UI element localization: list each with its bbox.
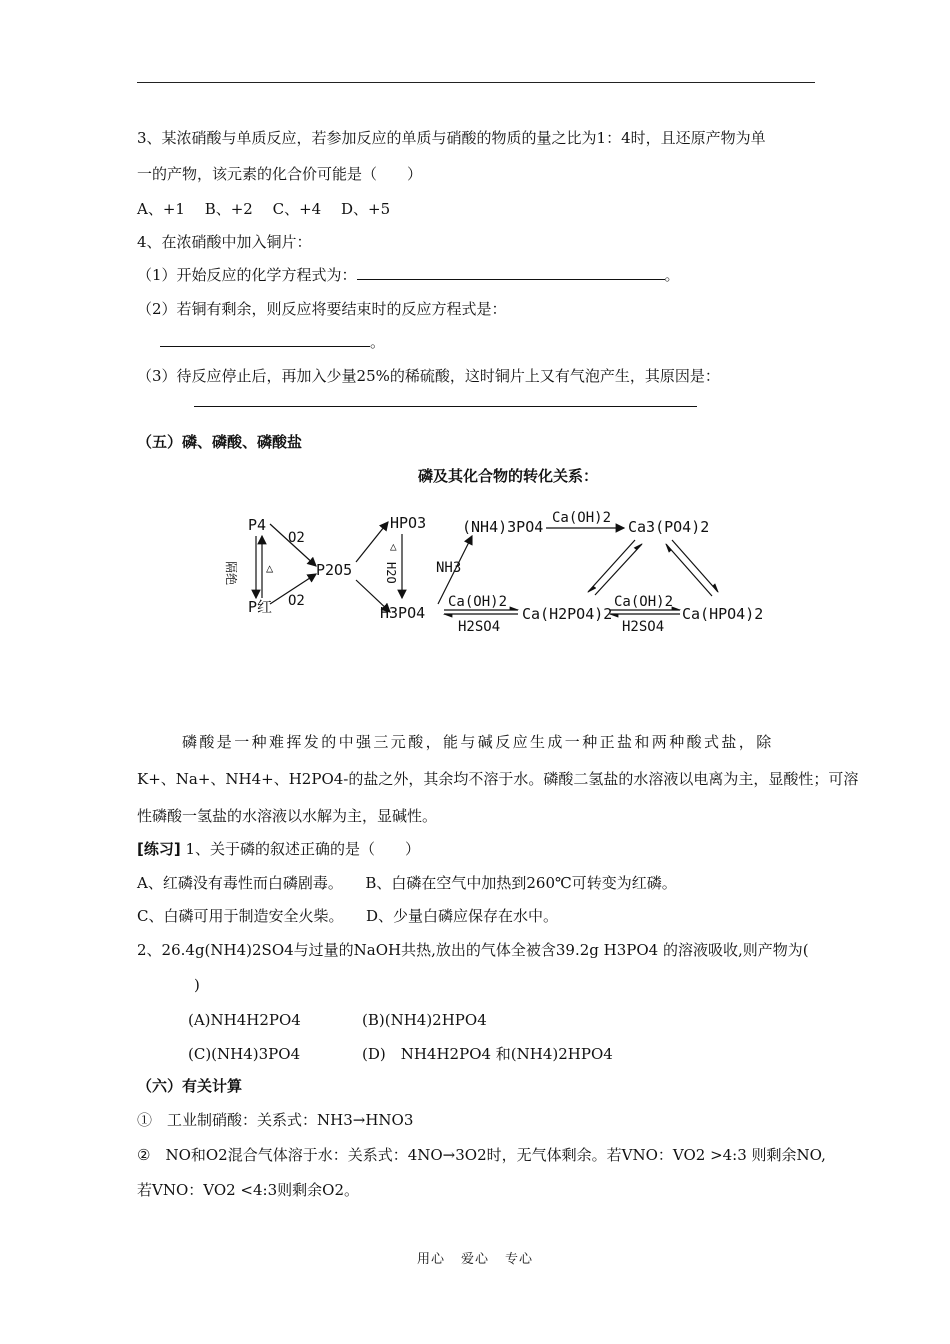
caoh2-top-label: Ca(OH)2 <box>552 510 612 526</box>
caoh2-mid2-label: Ca(OH)2 <box>614 594 674 610</box>
q4-part2-answer <box>160 332 385 352</box>
h3po4-label: H3PO4 <box>380 604 426 622</box>
q4-title: 4、在浓硝酸中加入铜片： <box>137 233 312 251</box>
practice-label: [练习] <box>137 840 181 858</box>
practice-q2-option-c: (C)(NH4)3PO4 <box>188 1045 301 1063</box>
header-rule <box>137 82 815 83</box>
answer-blank-1[interactable] <box>357 265 665 280</box>
q4-part2-end: 。 <box>370 333 386 351</box>
h2so4-1-label: H2SO4 <box>458 619 501 635</box>
practice-q1-text: 1、关于磷的叙述正确的是（ ） <box>180 840 421 858</box>
h2so4-2-label: H2SO4 <box>622 619 665 635</box>
nh3-label: NH3 <box>436 560 462 576</box>
ca3-to-cah2-arrow <box>588 540 635 592</box>
p2o5-label: P2O5 <box>316 561 353 579</box>
section5-heading: （五）磷、磷酸、磷酸盐 <box>137 433 303 451</box>
diagram-title: 磷及其化合物的转化关系： <box>418 467 599 485</box>
footer-text-3: 专心 <box>505 1252 534 1267</box>
delta-hpo3-label: △ <box>390 540 397 553</box>
caoh2-mid1-label: Ca(OH)2 <box>448 594 508 610</box>
practice-q1 <box>137 839 420 859</box>
footer-text-1: 用心 <box>416 1252 445 1267</box>
phosphoric-acid-para1: 磷酸是一种难挥发的中强三元酸，能与碱反应生成一种正盐和两种酸式盐，除 <box>182 733 774 751</box>
cah2po4-label: Ca(H2PO4)2 <box>522 605 613 623</box>
practice-q2-line1: 2、26.4g(NH4)2SO4与过量的NaOH共热,放出的气体全被含39.2g H3PO4 的溶液吸收,则产物为( <box>137 941 809 959</box>
q3-options: A、+1 B、+2 C、+4 D、+5 <box>137 200 391 218</box>
page-footer <box>0 1248 950 1267</box>
answer-blank-2[interactable] <box>160 332 370 347</box>
p4-label: P4 <box>248 516 267 534</box>
calc-item2-line1: ② NO和O2混合气体溶于水：关系式：4NO→3O2时，无气体剩余。若VNO：VO2 >4:3 则剩余NO, <box>137 1146 826 1164</box>
phosphorus-conversion-diagram <box>224 500 770 650</box>
phosphoric-acid-para3: 性磷酸一氢盐的水溶液以水解为主，显碱性。 <box>137 807 438 825</box>
section6-heading: （六）有关计算 <box>137 1077 243 1095</box>
o2-top-label: O2 <box>288 530 305 546</box>
practice-q2-option-b: (B)(NH4)2HPO4 <box>362 1011 487 1029</box>
q3-line2: 一的产物，该元素的化合价可能是（ ） <box>137 165 423 183</box>
q4-part3: （3）待反应停止后，再加入少量25%的稀硫酸，这时铜片上又有气泡产生，其原因是： <box>137 367 720 385</box>
practice-q2-option-d: (D) NH4H2PO4 和(NH4)2HPO4 <box>362 1045 613 1063</box>
cahpo4-to-ca3-arrow <box>666 544 712 596</box>
footer-text-2: 爱心 <box>460 1252 489 1267</box>
practice-q2-option-a: (A)NH4H2PO4 <box>188 1011 301 1029</box>
ca3-to-cahpo4-arrow <box>672 540 718 592</box>
hpo3-label: HPO3 <box>390 514 427 532</box>
q4-part1 <box>137 265 680 285</box>
calc-item1: ① 工业制硝酸：关系式：NH3→HNO3 <box>137 1111 414 1129</box>
p2o5-to-hpo3-arrow <box>356 522 388 562</box>
practice-q2-line2: ) <box>194 976 200 994</box>
phosphoric-acid-para2: K+、Na+、NH4+、H2PO4-的盐之外，其余均不溶于水。磷酸二氢盐的水溶液以电离为主，显酸性；可溶 <box>137 770 859 788</box>
delta-label: △ <box>266 561 274 575</box>
h2o-label: H2O <box>384 562 398 584</box>
q4-part1-end: 。 <box>664 266 680 284</box>
q3-line1: 3、某浓硝酸与单质反应，若参加反应的单质与硝酸的物质的量之比为1：4时，且还原产物为单 <box>137 129 766 147</box>
q4-part1-prompt: （1）开始反应的化学方程式为： <box>137 266 357 284</box>
isolate-label: 隔绝 <box>224 561 238 586</box>
practice-q1-options-cd: C、白磷可用于制造安全火柴。 D、少量白磷应保存在水中。 <box>137 907 559 925</box>
ammonium-phosphate-label: (NH4)3PO4 <box>462 518 544 536</box>
p-red-label: P红 <box>248 598 273 616</box>
q4-part2: （2）若铜有剩余，则反应将要结束时的反应方程式是： <box>137 300 507 318</box>
q4-part3-answer <box>194 392 697 412</box>
practice-q1-options-ab: A、红磷没有毒性而白磷剧毒。 B、白磷在空气中加热到260℃可转变为红磷。 <box>137 874 677 892</box>
o2-bottom-label: O2 <box>288 593 305 609</box>
ca3po4-label: Ca3(PO4)2 <box>628 518 710 536</box>
cah2-to-ca3-arrow <box>595 544 642 595</box>
answer-blank-3[interactable] <box>194 392 697 407</box>
calc-item2-line2: 若VNO：VO2 <4:3则剩余O2。 <box>137 1181 359 1199</box>
cahpo4-label: Ca(HPO4)2 <box>682 605 764 623</box>
